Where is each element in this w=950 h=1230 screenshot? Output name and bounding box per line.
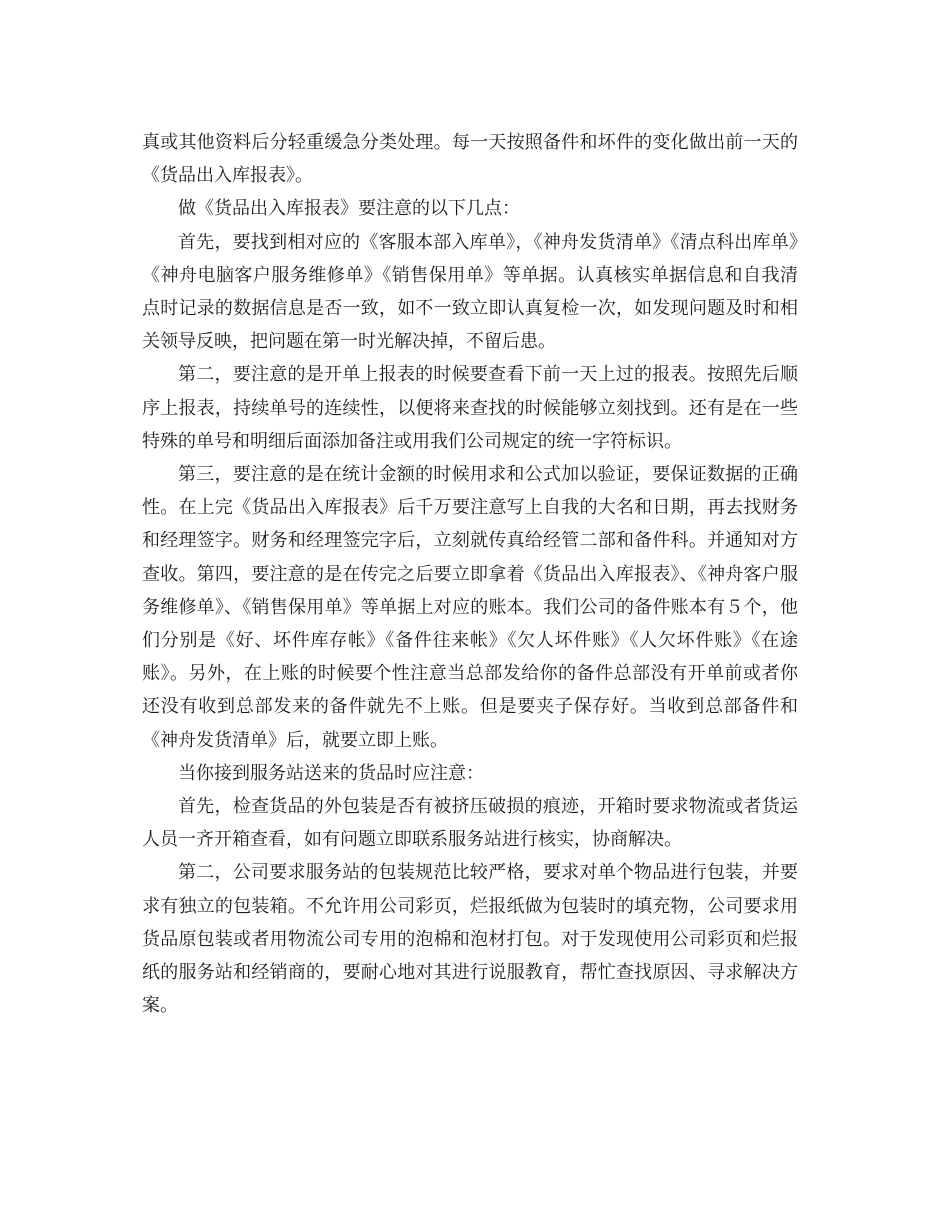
paragraph-5: 第三，要注意的是在统计金额的时候用求和公式加以验证，要保证数据的正确性。在上完《货品出入库报表》后千万要注意写上自我的大名和日期，再去找财务和经理签字。财务和经理签完字后，立刻就传真给经管二部和备件科。并通知对方查收。第四，要注意的是在传完之后要立即拿着《货品出入库报表》、《神舟客户服务维修单》、《销售保用单》等单据上对应的账本。我们公司的备件账本有５个，他们分别是《好、坏件库存帐》《备件往来帐》《欠人坏件账》《人欠坏件账》《在途账》。另外，在上账的时候要个性注意当总部发给你的备件总部没有开单前或者你还没有收到总部发来的备件就先不上账。但是要夹子保存好。当收到总部备件和《神舟发货清单》后，就要立即上账。 bbox=[142, 464, 798, 751]
paragraph-3: 首先，要找到相对应的《客服本部入库单》，《神舟发货清单》《清点科出库单》《神舟电脑客户服务维修单》《销售保用单》等单据。认真核实单据信息和自我清点时记录的数据信息是否一致，如不一致立即认真复检一次，如发现问题及时和相关领导反映，把问题在第一时光解决掉，不留后患。 bbox=[142, 231, 798, 353]
paragraph-7: 首先，检查货品的外包装是否有被挤压破损的痕迹，开箱时要求物流或者货运人员一齐开箱查看，如有问题立即联系服务站进行核实，协商解决。 bbox=[142, 796, 798, 851]
paragraph-6: 当你接到服务站送来的货品时应注意： bbox=[178, 762, 484, 784]
paragraph-2: 做《货品出入库报表》要注意的以下几点： bbox=[178, 198, 520, 220]
paragraph-1: 真或其他资料后分轻重缓急分类处理。每一天按照备件和坏件的变化做出前一天的《货品出入库报表》。 bbox=[142, 132, 798, 187]
paragraph-4: 第二，要注意的是开单上报表的时候要查看下前一天上过的报表。按照先后顺序上报表，持续单号的连续性，以便将来查找的时候能够立刻找到。还有是在一些特殊的单号和明细后面添加备注或用我们公司规定的统一字符标识。 bbox=[142, 364, 798, 452]
paragraph-8: 第二，公司要求服务站的包装规范比较严格，要求对单个物品进行包装，并要求有独立的包装箱。不允许用公司彩页，烂报纸做为包装时的填充物，公司要求用货品原包装或者用物流公司专用的泡棉和泡材打包。对于发现使用公司彩页和烂报纸的服务站和经销商的，要耐心地对其进行说服教育，帮忙查找原因、寻求解决方案。 bbox=[142, 862, 798, 1017]
document-page bbox=[142, 126, 798, 1022]
